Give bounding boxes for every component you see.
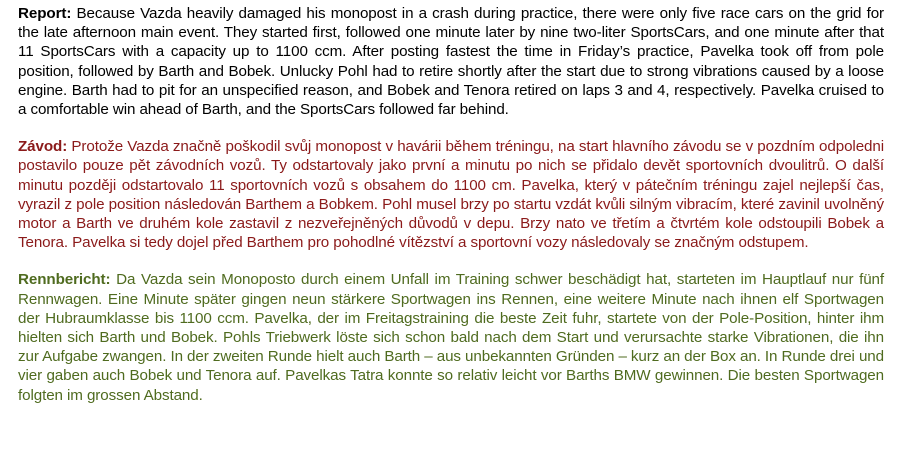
paragraph-text-english: Because Vazda heavily damaged his monopost in a crash during practice, there were only five race cars on the grid for the late afternoon main event. They started first, followed one minute later by nine two-liter SportsCars, and one minute after that 11 SportsCars with a capacity up to 1100 ccm. After posting fastest the time in Friday’s practice, Pavelka took off from pole position, followed by Barth and Bobek. Unlucky Pohl had to retire shortly after the start due to strong vibrations caused by a loose engine. Barth had to pit for an unspecified reason, and Bobek and Tenora retired on laps 3 and 4, respectively. Pavelka cruised to a comfortable win ahead of Barth, and the SportsCars followed far behind. (18, 5, 885, 119)
report-paragraph-english (18, 4, 884, 119)
paragraph-text-german: Da Vazda sein Monoposto durch einem Unfall im Training schwer beschädigt hat, starteten im Hauptlauf nur fünf Rennwagen. Eine Minute später gingen neun stärkere Sportwagen ins Rennen, eine weitere Minute nach ihnen elf Sportwagen der Hubraumklasse bis 1100 ccm. Pavelka, der im Freitagstraining die beste Zeit fuhr, startete von der Pole-Position, hinter ihm hielten sich Barth und Bobek. Pohls Triebwerk löste sich schon bald nach dem Start und verursachte starke Vibrationen, die ihn zur Aufgabe zwangen. In der zweiten Runde hielt auch Barth – aus unbekannten Gründen – kurz an der Box an. In Runde drei und vier gaben auch Bobek und Tenora auf. Pavelkas Tatra konnte so relativ leicht vor Barths BMW gewinnen. Die besten Sportwagen folgten im grossen Abstand. (18, 271, 885, 404)
paragraph-label-english: Report: (18, 5, 72, 22)
report-paragraph-german (18, 270, 884, 404)
paragraph-text-czech: Protože Vazda značně poškodil svůj monopost v havárii během tréningu, na start hlavního závodu se v pozdním odpoledni postavilo pouze pět závodních vozů. Ty odstartovaly jako první a minutu po nich se přidalo devět sportovních dvoulitrů. O další minutu později odstartovalo 11 sportovních vozů s obsahem do 1100 cm. Pavelka, který v pátečním tréningu zajel nejlepší čas, vyrazil z pole position následován Barthem a Bobkem. Pohl musel brzy po startu vzdát kvůli silným vibracím, které zavinil uvolněný motor a Barth ve druhém kole zastavil z nezveřejněných důvodů v depu. Brzy nato ve třetím a čtvrtém kole odstoupili Bobek a Tenora. Pavelka si tedy dojel před Barthem pro pohodlné vítězství a sportovní vozy následovaly se značným odstupem. (18, 138, 885, 252)
paragraph-label-czech: Závod: (18, 138, 68, 156)
paragraph-label-german: Rennbericht: (18, 271, 111, 289)
report-paragraph-czech (18, 137, 884, 252)
